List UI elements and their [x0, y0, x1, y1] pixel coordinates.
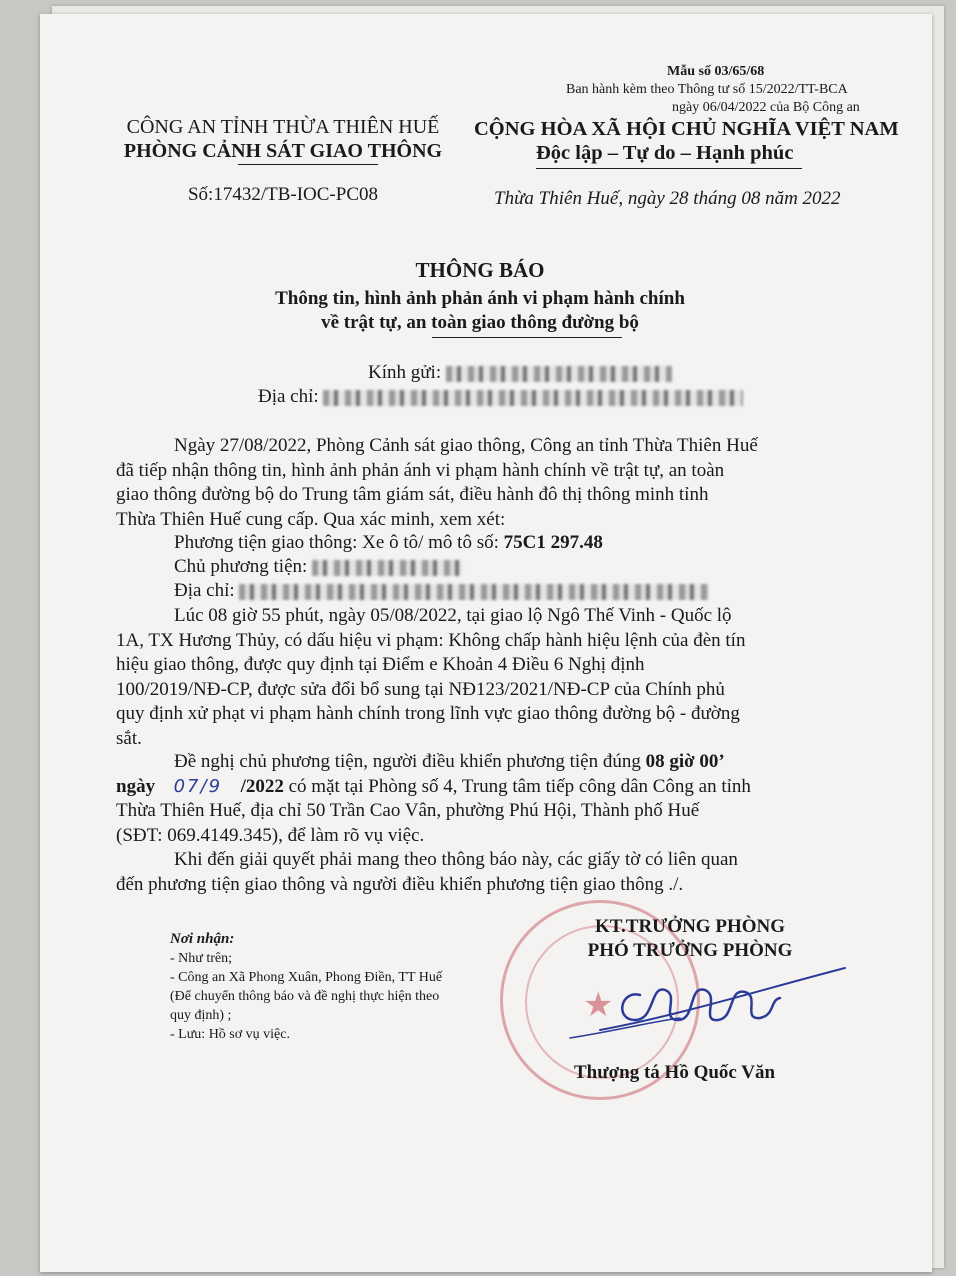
text-line: giao thông đường bộ do Trung tâm giám sát, điều hành đô thị thông minh tỉnh [116, 484, 709, 505]
appointment-year: /2022 [240, 775, 284, 797]
text-line: Thừa Thiên Huế, địa chỉ 50 Trần Cao Vân, phường Phú Hội, Thành phố Huế [116, 800, 700, 821]
owner-address-line [174, 580, 709, 602]
owner-address-label: Địa chỉ: [174, 580, 235, 601]
owner-label: Chủ phương tiện: [174, 556, 308, 577]
redacted-owner-address [239, 584, 709, 600]
form-number: Mẫu số 03/65/68 [667, 64, 765, 79]
text-line: Thừa Thiên Huế cung cấp. Qua xác minh, xem xét: [116, 508, 506, 530]
redacted-recipient [446, 366, 672, 382]
document-title: THÔNG BÁO [415, 258, 545, 282]
owner-line [174, 556, 462, 578]
document-number: Số:17432/TB-IOC-PC08 [187, 184, 379, 205]
redacted-recipient-address [323, 390, 743, 406]
text-line: Ngày 27/08/2022, Phòng Cảnh sát giao thông, Công an tỉnh Thừa Thiên Huế [174, 435, 758, 456]
nation-motto: Độc lập – Tự do – Hạnh phúc [536, 142, 794, 164]
stamp-star-icon: ★ [583, 987, 614, 1024]
appointment-time: 08 giờ 00’ [645, 751, 725, 772]
receivers-heading: Nơi nhận: [170, 931, 235, 947]
receiver-item: - Như trên; [170, 951, 233, 966]
text-line: Khi đến giải quyết phải mang theo thông báo này, các giấy tờ có liên quan [174, 849, 738, 870]
text-line: Lúc 08 giờ 55 phút, ngày 05/08/2022, tại giao lộ Ngô Thế Vinh - Quốc lộ [174, 605, 732, 626]
receiver-item: quy định) ; [170, 1008, 232, 1023]
motto-underline [536, 168, 802, 169]
text-line [116, 775, 864, 800]
form-issued-line2: ngày 06/04/2022 của Bộ Công an [672, 100, 860, 115]
signature-scribble [560, 960, 860, 1050]
agency-underline [238, 164, 378, 165]
receiver-item: - Công an Xã Phong Xuân, Phong Điền, TT Huế [170, 970, 443, 985]
text-line: sắt. [116, 727, 142, 749]
day-label: ngày [116, 775, 156, 797]
agency-name: PHÒNG CẢNH SÁT GIAO THÔNG [123, 140, 443, 162]
text-line [116, 750, 864, 775]
redacted-owner [312, 560, 462, 576]
receiver-item: (Để chuyển thông báo và đề nghị thực hiện theo [170, 989, 440, 1004]
receiver-item: - Lưu: Hồ sơ vụ việc. [170, 1027, 290, 1042]
text-line: (SĐT: 069.4149.345), để làm rõ vụ việc. [116, 824, 425, 846]
signer-title-1: KT.TRƯỞNG PHÒNG [595, 916, 785, 937]
appointment-place: có mặt tại Phòng số 4, Trung tâm tiếp công dân Công an tỉnh [288, 775, 751, 797]
text-line: đã tiếp nhận thông tin, hình ảnh phản ánh vi phạm hành chính về trật tự, an toàn [116, 459, 725, 481]
plate-number: 75C1 297.48 [503, 532, 603, 553]
text-line: 1A, TX Hương Thủy, có dấu hiệu vi phạm: Không chấp hành hiệu lệnh của đèn tín [116, 629, 746, 651]
signer-title-2: PHÓ TRƯỞNG PHÒNG [587, 940, 793, 961]
paragraph-violation [116, 604, 864, 751]
text-line: 100/2019/NĐ-CP, được sửa đổi bổ sung tại NĐ123/2021/NĐ-CP của Chính phủ [116, 678, 725, 700]
text-line: quy định xử phạt vi phạm hành chính trong lĩnh vực giao thông đường bộ - đường [116, 703, 740, 724]
recipient-label: Kính gửi: [368, 362, 442, 383]
request-text: Đề nghị chủ phương tiện, người điều khiển phương tiện đúng [174, 751, 641, 772]
agency-parent: CÔNG AN TỈNH THỪA THIÊN HUẾ [126, 116, 440, 138]
vehicle-line [174, 532, 603, 554]
receivers-block [170, 930, 442, 1044]
paragraph-closing [116, 848, 864, 897]
form-issued-line1: Ban hành kèm theo Thông tư số 15/2022/TT-BCA [566, 82, 848, 97]
text-line: đến phương tiện giao thông và người điều khiển phương tiện giao thông ./. [116, 873, 684, 895]
text-line: hiệu giao thông, được quy định tại Điểm e Khoản 4 Điều 6 Nghị định [116, 654, 645, 675]
title-underline [432, 337, 622, 338]
vehicle-label: Phương tiện giao thông: Xe ô tô/ mô tô số: [174, 532, 499, 553]
place-date: Thừa Thiên Huế, ngày 28 tháng 08 năm 2022 [494, 188, 841, 209]
document-subtitle-line2: về trật tự, an toàn giao thông đường bộ [321, 312, 639, 333]
paragraph-request [116, 750, 864, 848]
document-subtitle-line1: Thông tin, hình ảnh phản ánh vi phạm hành chính [275, 288, 685, 309]
handwritten-date: 07/9 [173, 775, 223, 797]
recipient-address-label: Địa chỉ: [258, 386, 319, 407]
nation-name: CỘNG HÒA XÃ HỘI CHỦ NGHĨA VIỆT NAM [474, 118, 899, 140]
paragraph-intro [116, 434, 864, 532]
signer-name: Thượng tá Hồ Quốc Văn [574, 1062, 776, 1083]
